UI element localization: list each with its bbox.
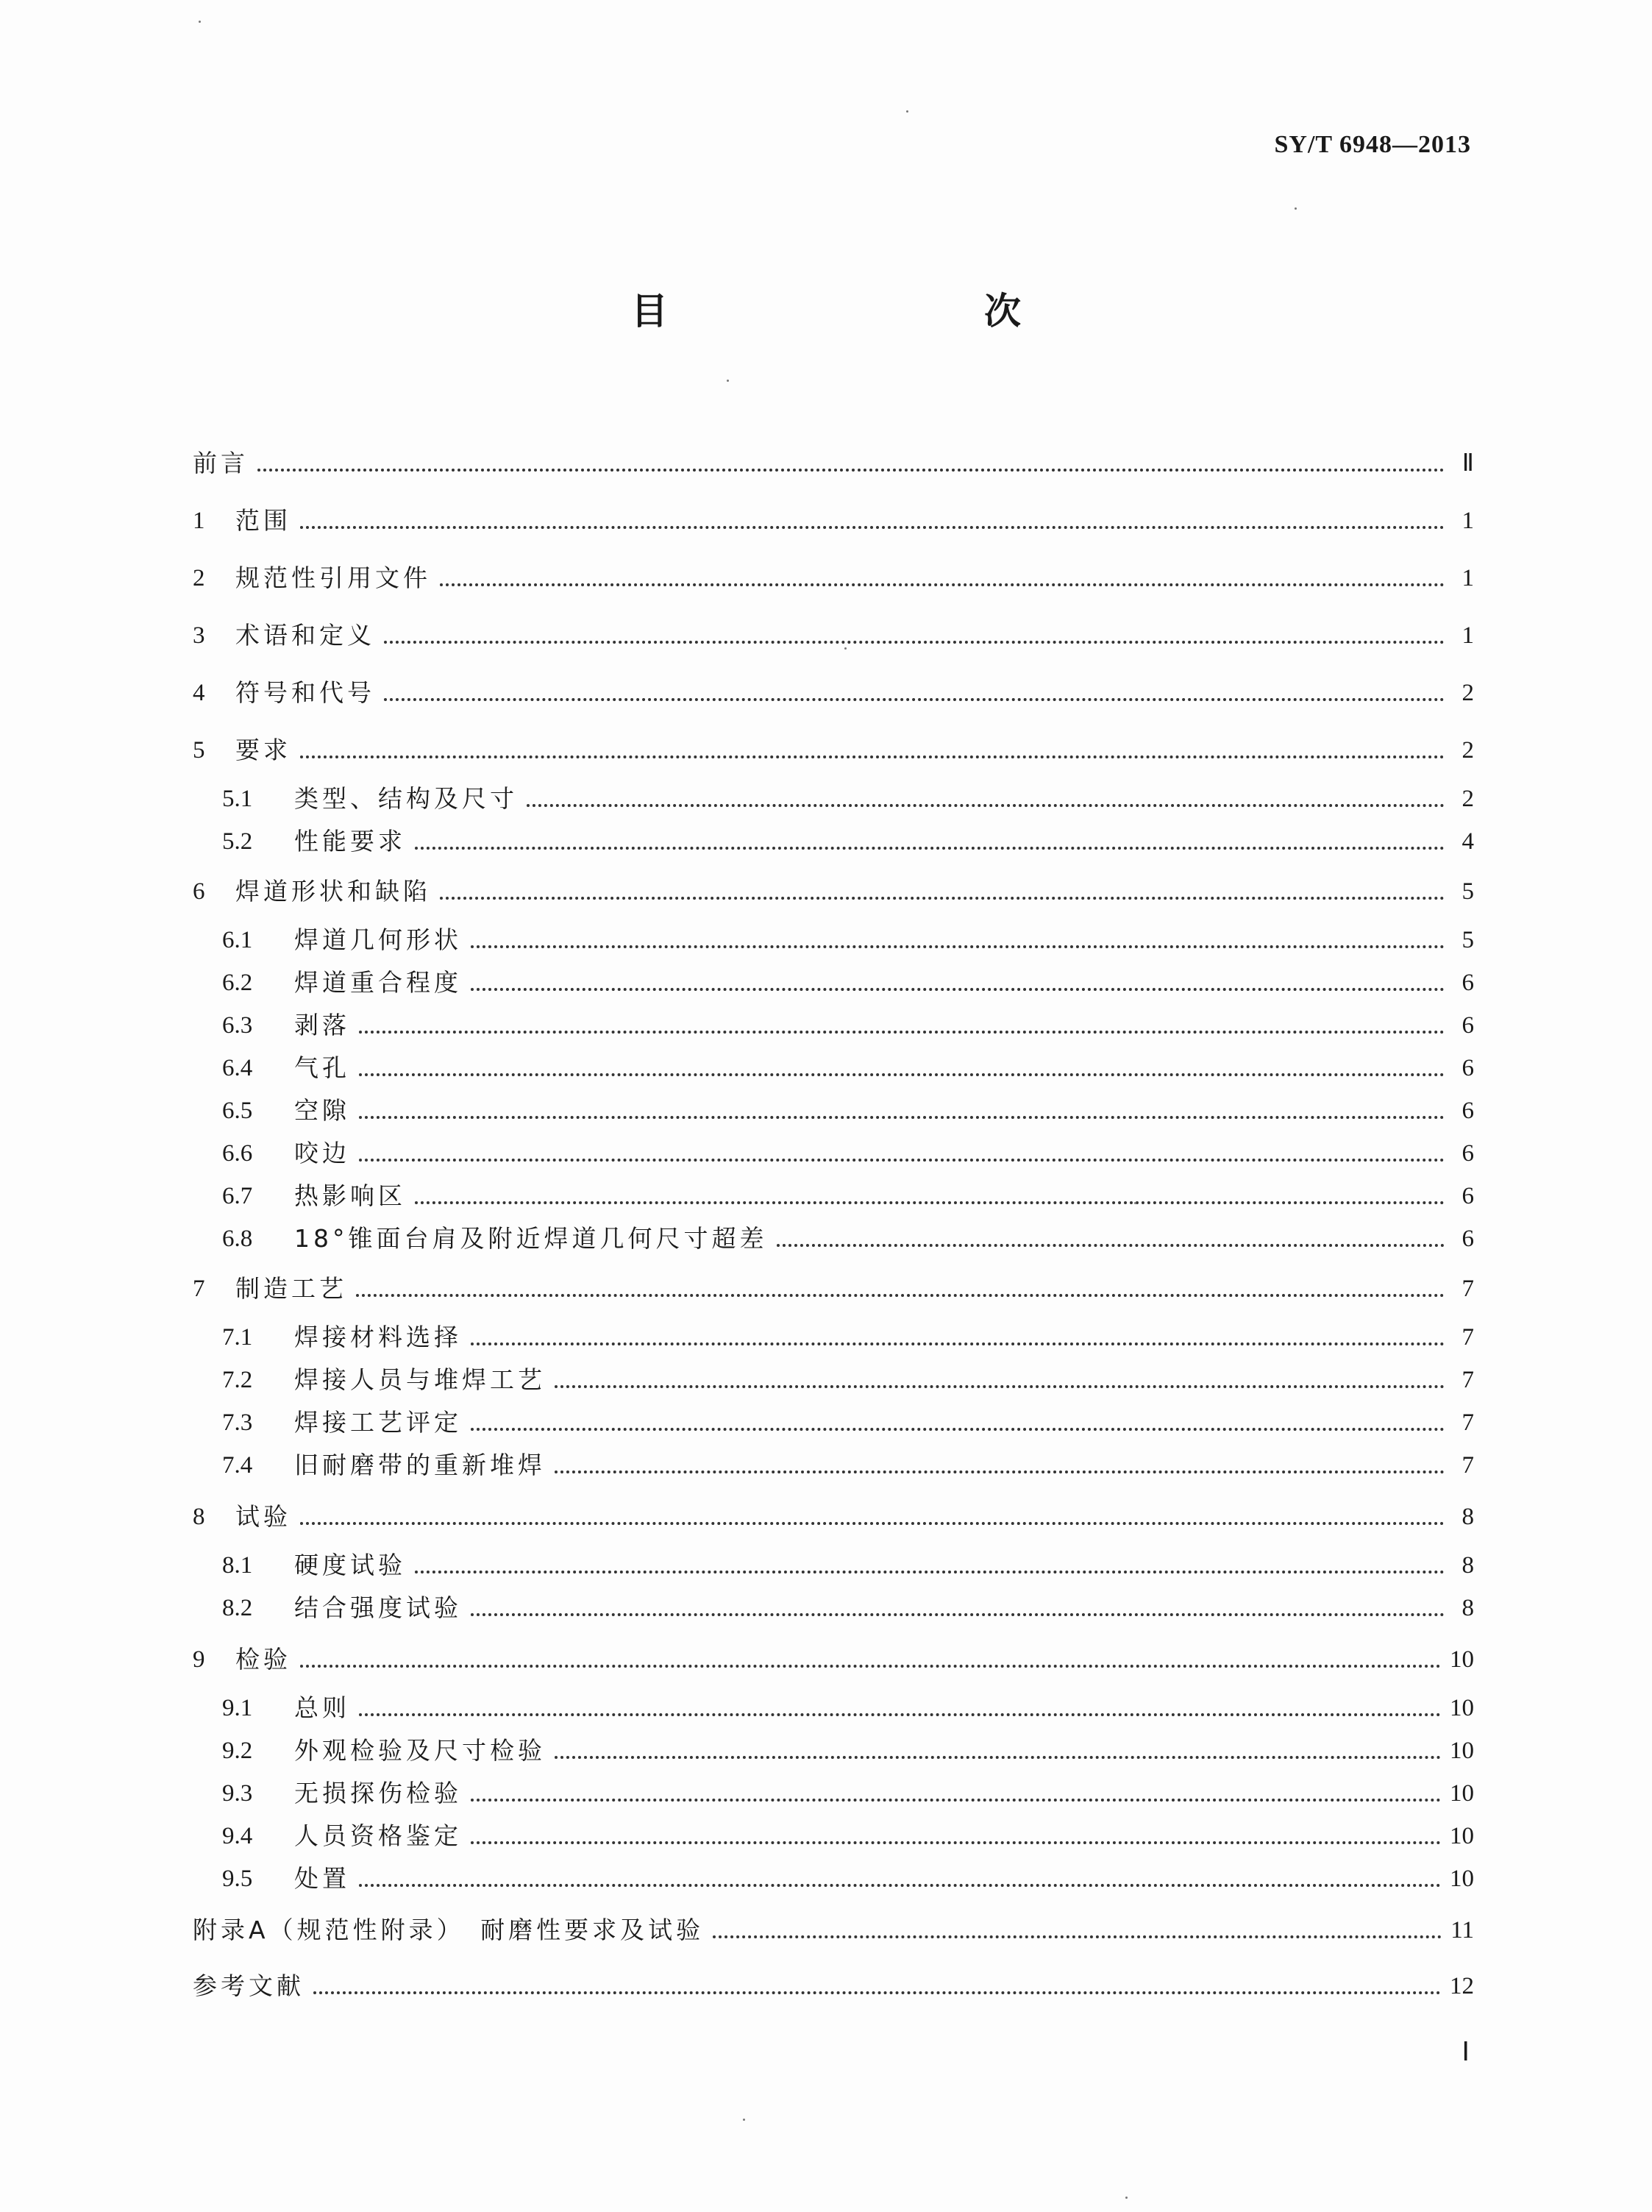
toc-leader-dots: [300, 1522, 1445, 1525]
toc-entry-page: 10: [1450, 1738, 1474, 1764]
scan-speck: [906, 110, 908, 113]
toc-entry-page: 12: [1450, 1973, 1474, 1999]
toc-entry-number: 6.3: [222, 1012, 253, 1039]
toc-leader-dots: [359, 1884, 1441, 1887]
scan-speck: [1295, 207, 1297, 210]
scan-speck: [1134, 1202, 1136, 1204]
toc-entry[interactable]: [193, 558, 1474, 593]
toc-entry-page: 4: [1461, 828, 1474, 855]
toc-entry[interactable]: [222, 1133, 1474, 1168]
toc-entry-label: 类型、结构及尺寸: [294, 784, 518, 813]
toc-entry-label: 处置: [294, 1864, 350, 1893]
toc-entry-page: 11: [1450, 1917, 1474, 1943]
toc-entry-label: 气孔: [294, 1053, 350, 1082]
toc-entry-number: 9.1: [222, 1695, 253, 1721]
toc-entry-page: 10: [1450, 1866, 1474, 1892]
toc-leader-dots: [471, 945, 1445, 948]
toc-entry[interactable]: [193, 1639, 1474, 1674]
toc-entry[interactable]: [193, 1268, 1474, 1304]
toc-entry-label: 热影响区: [294, 1181, 406, 1210]
toc-entry-number: 7: [193, 1276, 205, 1302]
toc-entry-number: 6.2: [222, 970, 253, 996]
page-title: 目 次: [631, 290, 1102, 332]
toc-entry-page: 2: [1461, 680, 1474, 706]
toc-entry-number: 9.3: [222, 1780, 253, 1807]
toc-leader-dots: [777, 1244, 1445, 1247]
toc-entry-number: 7.4: [222, 1452, 253, 1479]
toc-entry[interactable]: [222, 920, 1474, 955]
toc-entry-label: 旧耐磨带的重新堆焊: [294, 1451, 546, 1479]
toc-entry-number: 7.3: [222, 1409, 253, 1436]
toc-entry-page: 10: [1450, 1695, 1474, 1721]
toc-entry-label: 总则: [294, 1693, 350, 1722]
toc-entry-label: 18°锥面台肩及附近焊道几何尺寸超差: [294, 1224, 768, 1253]
toc-entry-number: 6.7: [222, 1183, 253, 1209]
toc-entry-page: 6: [1461, 1183, 1474, 1209]
toc-entry-page: 8: [1461, 1504, 1474, 1530]
toc-entry[interactable]: [222, 1688, 1474, 1723]
toc-entry[interactable]: [222, 1730, 1474, 1765]
toc-entry-page: 6: [1461, 1226, 1474, 1252]
scan-speck: [743, 2119, 745, 2121]
toc-entry[interactable]: [193, 1910, 1474, 1945]
toc-leader-dots: [359, 1159, 1445, 1162]
toc-entry-number: 8.1: [222, 1552, 253, 1579]
toc-entry-number: 8.2: [222, 1595, 253, 1621]
toc-entry-number: 5.1: [222, 786, 253, 812]
toc-leader-dots: [356, 1294, 1445, 1297]
toc-entry-label: 焊道几何形状: [294, 925, 462, 954]
toc-entry-number: 5: [193, 737, 205, 764]
toc-leader-dots: [415, 1201, 1445, 1204]
toc-leader-dots: [555, 1470, 1445, 1473]
toc-leader-dots: [359, 1073, 1445, 1076]
toc-entry[interactable]: [222, 1048, 1474, 1083]
toc-leader-dots: [384, 698, 1445, 701]
toc-entry-page: 7: [1461, 1409, 1474, 1436]
toc-entry-number: 6.6: [222, 1140, 253, 1167]
toc-entry-page: 1: [1461, 565, 1474, 591]
toc-leader-dots: [713, 1935, 1442, 1938]
toc-entry[interactable]: [222, 1218, 1474, 1253]
toc-entry-number: 6.4: [222, 1055, 253, 1081]
toc-entry-number: 7.1: [222, 1324, 253, 1351]
toc-entry-page: 6: [1461, 1098, 1474, 1124]
toc-entry[interactable]: [193, 871, 1474, 906]
toc-entry-number: 6.8: [222, 1226, 253, 1252]
toc-entry-label: 结合强度试验: [294, 1593, 462, 1622]
toc-entry[interactable]: [193, 1966, 1474, 2001]
toc-entry-number: 1: [193, 508, 205, 534]
toc-leader-dots: [555, 1756, 1441, 1759]
toc-entry-label: 制造工艺: [235, 1274, 347, 1303]
toc-entry-label: 人员资格鉴定: [294, 1821, 462, 1850]
toc-entry-number: 2: [193, 565, 205, 591]
toc-entry-page: 8: [1461, 1595, 1474, 1621]
toc-entry-number: 9.4: [222, 1823, 253, 1849]
scan-speck: [727, 380, 729, 382]
toc-entry[interactable]: [222, 821, 1474, 856]
toc-leader-dots: [555, 1385, 1445, 1388]
toc-entry-page: 10: [1450, 1646, 1474, 1673]
toc-entry-label: 焊道重合程度: [294, 968, 462, 997]
toc-entry[interactable]: [193, 730, 1474, 765]
toc-entry-number: 3: [193, 622, 205, 649]
toc-leader-dots: [471, 1428, 1445, 1431]
toc-entry-label: 性能要求: [294, 827, 406, 856]
toc-entry-page: 7: [1461, 1452, 1474, 1479]
toc-leader-dots: [415, 1571, 1445, 1573]
toc-leader-dots: [440, 897, 1445, 900]
toc-entry-page: 6: [1461, 970, 1474, 996]
toc-entry-number: 9: [193, 1646, 205, 1673]
toc-leader-dots: [384, 641, 1445, 644]
toc-entry-page: Ⅱ: [1461, 450, 1474, 477]
toc-entry-page: 10: [1450, 1823, 1474, 1849]
toc-entry-number: 9.5: [222, 1866, 253, 1892]
toc-entry-label: 前言: [193, 449, 249, 477]
toc-entry[interactable]: [222, 962, 1474, 997]
toc-leader-dots: [257, 469, 1445, 472]
toc-entry-number: 6: [193, 878, 205, 905]
toc-entry-label: 符号和代号: [235, 678, 375, 707]
toc-entry-label: 范围: [235, 506, 291, 535]
toc-entry-page: 2: [1461, 737, 1474, 764]
toc-entry-label: 焊接工艺评定: [294, 1408, 462, 1437]
toc-entry-page: 1: [1461, 508, 1474, 534]
toc-leader-dots: [300, 755, 1445, 758]
toc-entry-label: 无损探伤检验: [294, 1779, 462, 1807]
toc-entry-label: 硬度试验: [294, 1551, 406, 1579]
scan-speck: [199, 21, 201, 23]
standard-code: SY/T 6948—2013: [1274, 131, 1471, 158]
toc-leader-dots: [359, 1116, 1445, 1119]
scan-speck: [844, 647, 847, 650]
toc-entry-label: 术语和定义: [235, 621, 375, 650]
toc-entry-label: 剥落: [294, 1011, 350, 1039]
toc-entry[interactable]: [222, 1445, 1474, 1480]
toc-leader-dots: [359, 1713, 1441, 1716]
toc-leader-dots: [300, 1665, 1441, 1668]
toc-leader-dots: [359, 1031, 1445, 1034]
toc-leader-dots: [471, 1799, 1441, 1802]
toc-entry[interactable]: [222, 1402, 1474, 1437]
toc-entry[interactable]: [193, 443, 1474, 478]
toc-leader-dots: [313, 1991, 1441, 1994]
toc-entry[interactable]: [222, 1090, 1474, 1125]
toc-entry-page: 7: [1461, 1276, 1474, 1302]
toc-entry-page: 5: [1461, 927, 1474, 953]
toc-entry-page: 5: [1461, 878, 1474, 905]
toc-leader-dots: [300, 526, 1445, 529]
toc-entry-number: 5.2: [222, 828, 253, 855]
toc-entry[interactable]: [193, 672, 1474, 708]
toc-entry-label: 要求: [235, 736, 291, 764]
toc-entry-label: 空隙: [294, 1096, 350, 1125]
toc-entry[interactable]: [193, 615, 1474, 650]
toc-entry[interactable]: [222, 1176, 1474, 1211]
toc-entry-label: 焊接材料选择: [294, 1323, 462, 1351]
toc-entry[interactable]: [222, 1816, 1474, 1851]
toc-entry-number: 6.5: [222, 1098, 253, 1124]
toc-leader-dots: [415, 847, 1445, 850]
toc-entry-number: 9.2: [222, 1738, 253, 1764]
toc-entry-number: 8: [193, 1504, 205, 1530]
toc-entry-label: 焊道形状和缺陷: [235, 877, 431, 906]
scan-speck: [1125, 2197, 1128, 2199]
toc-entry[interactable]: [193, 500, 1474, 536]
toc-entry-page: 6: [1461, 1055, 1474, 1081]
toc-entry-page: 10: [1450, 1780, 1474, 1807]
toc-entry-label: 焊接人员与堆焊工艺: [294, 1365, 546, 1394]
toc-leader-dots: [440, 583, 1445, 586]
toc-entry-label: 试验: [235, 1502, 291, 1531]
toc-entry-page: 7: [1461, 1324, 1474, 1351]
toc-entry[interactable]: [222, 1317, 1474, 1352]
toc-entry[interactable]: [222, 1587, 1474, 1623]
toc-entry[interactable]: [222, 1359, 1474, 1395]
toc-entry-label: 检验: [235, 1645, 291, 1674]
toc-entry[interactable]: [193, 1496, 1474, 1532]
toc-leader-dots: [471, 1841, 1441, 1844]
toc-entry[interactable]: [222, 1773, 1474, 1808]
toc-leader-dots: [471, 1343, 1445, 1345]
toc-entry[interactable]: [222, 1858, 1474, 1893]
toc-entry-page: 7: [1461, 1367, 1474, 1393]
toc-entry[interactable]: [222, 1005, 1474, 1040]
toc-entry-number: 6.1: [222, 927, 253, 953]
toc-entry-page: 6: [1461, 1140, 1474, 1167]
toc-entry-page: 1: [1461, 622, 1474, 649]
toc-entry-number: 7.2: [222, 1367, 253, 1393]
toc-leader-dots: [471, 1613, 1445, 1616]
toc-leader-dots: [471, 988, 1445, 991]
toc-entry[interactable]: [222, 1545, 1474, 1580]
toc-entry-label: 咬边: [294, 1139, 350, 1167]
toc-entry-label: 参考文献: [193, 1971, 305, 2000]
toc-entry-label: 外观检验及尺寸检验: [294, 1736, 546, 1765]
toc-entry-page: 8: [1461, 1552, 1474, 1579]
toc-entry-page: 6: [1461, 1012, 1474, 1039]
toc-entry-label: 规范性引用文件: [235, 563, 431, 592]
toc-entry-number: 4: [193, 680, 205, 706]
toc-leader-dots: [527, 804, 1445, 807]
toc-entry[interactable]: [222, 778, 1474, 814]
page-number: Ⅰ: [1461, 2037, 1470, 2066]
toc-entry-label: 附录A（规范性附录） 耐磨性要求及试验: [193, 1916, 705, 1944]
toc-entry-page: 2: [1461, 786, 1474, 812]
